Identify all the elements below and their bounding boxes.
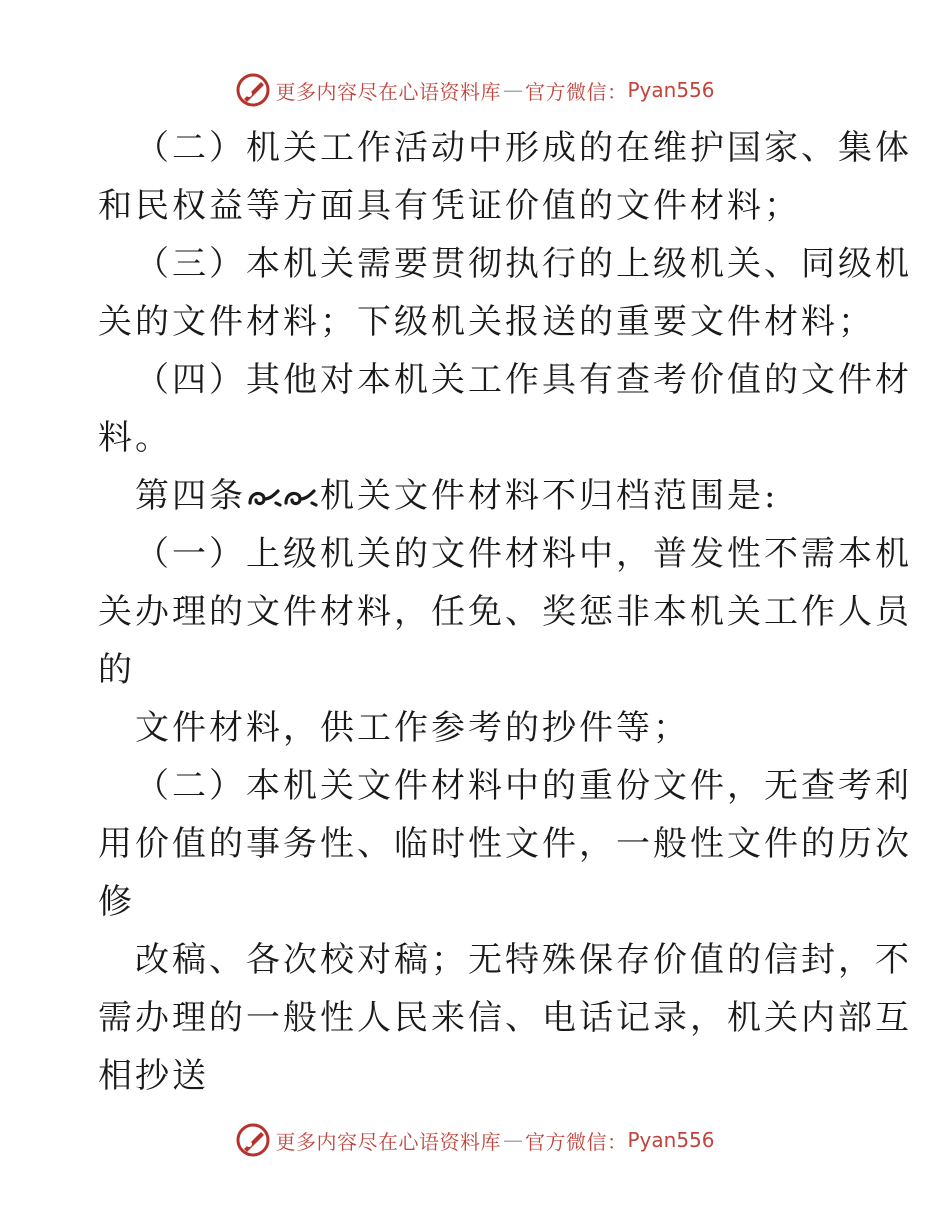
- text-line: 需办理的一般性人民来信、电话记录，机关内部互: [98, 998, 912, 1038]
- text-line: （一）上级机关的文件材料中，普发性不需本机: [135, 534, 912, 574]
- swirl-ornament-icon: [246, 483, 320, 513]
- text-line: 修: [98, 882, 135, 922]
- text-line: 用价值的事务性、临时性文件，一般性文件的历次: [98, 824, 912, 864]
- article-heading-text: 机关文件材料不归档范围是:: [320, 476, 779, 516]
- text-line: 关的文件材料；下级机关报送的重要文件材料；: [98, 302, 875, 342]
- text-line: 关办理的文件材料，任免、奖惩非本机关工作人员: [98, 592, 912, 632]
- article-heading: [135, 474, 778, 518]
- watermark-id: Pyan556: [627, 1128, 715, 1152]
- pen-logo-icon: [235, 1122, 271, 1158]
- text-line: 料。: [98, 418, 172, 458]
- watermark-text: 更多内容尽在心语资料库: [275, 79, 501, 104]
- watermark-separator: —: [502, 78, 523, 102]
- watermark-separator: —: [502, 1128, 523, 1152]
- watermark-id: Pyan556: [627, 78, 715, 102]
- watermark-label: 官方微信：: [524, 79, 628, 104]
- text-line: （四）其他对本机关工作具有查考价值的文件材: [135, 360, 912, 400]
- text-line: （三）本机关需要贯彻执行的上级机关、同级机: [135, 244, 912, 284]
- text-line: 改稿、各次校对稿；无特殊保存价值的信封，不: [135, 940, 912, 980]
- header-watermark: [0, 70, 950, 110]
- watermark-text: 更多内容尽在心语资料库: [275, 1129, 501, 1154]
- text-line: 相抄送: [98, 1056, 209, 1096]
- text-line: 文件材料，供工作参考的抄件等；: [135, 708, 690, 748]
- text-line: （二）机关工作活动中形成的在维护国家、集体: [135, 128, 912, 168]
- text-line: 和民权益等方面具有凭证价值的文件材料；: [98, 186, 801, 226]
- text-line: 的: [98, 650, 135, 690]
- footer-watermark: [0, 1120, 950, 1160]
- watermark-label: 官方微信：: [524, 1129, 628, 1154]
- pen-logo-icon: [235, 72, 271, 108]
- text-line: （二）本机关文件材料中的重份文件，无查考利: [135, 766, 912, 806]
- article-number: 第四条: [135, 476, 246, 516]
